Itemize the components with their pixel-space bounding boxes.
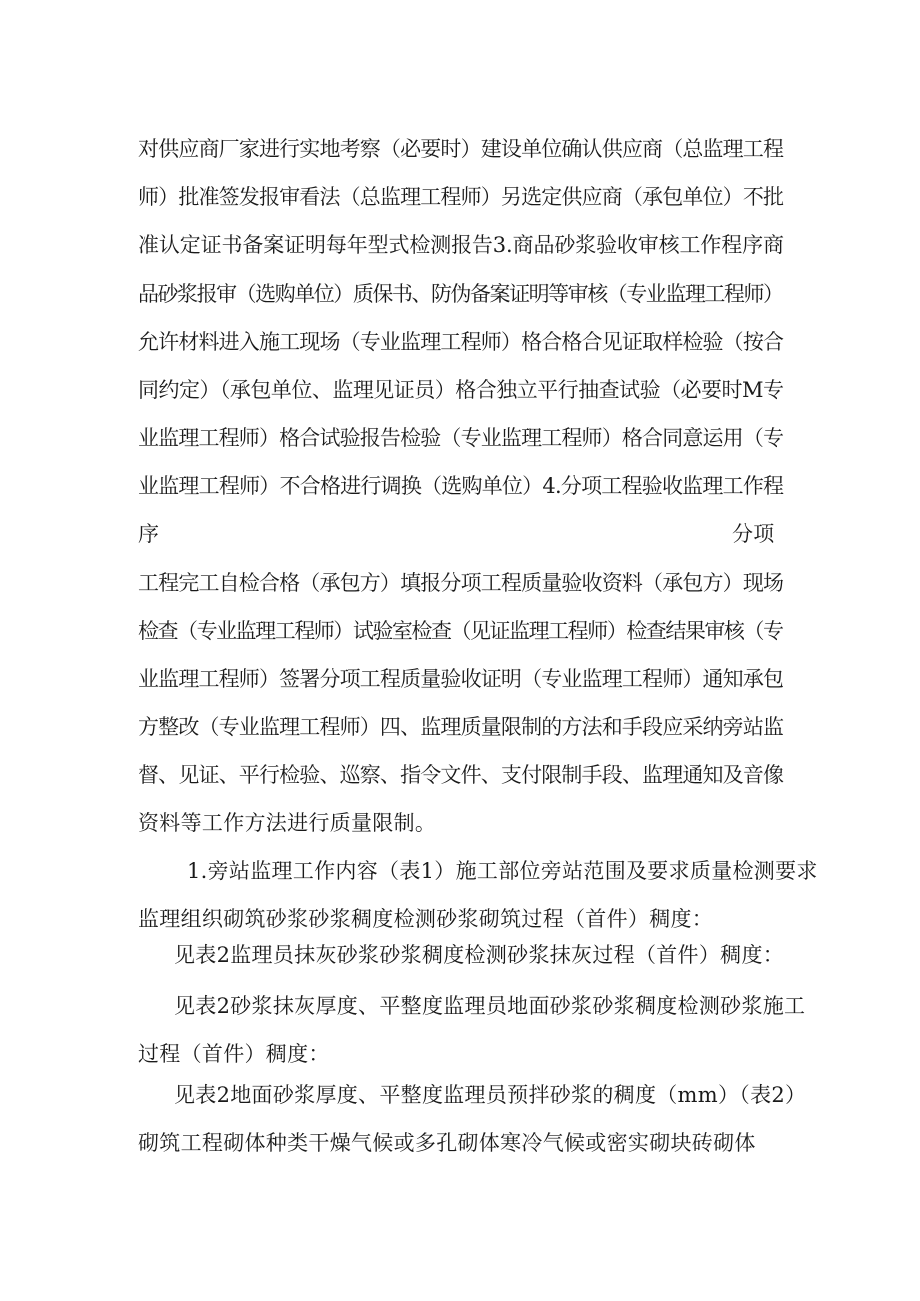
text-line: 检查（专业监理工程师）试验室检查（见证监理工程师）检查结果审核（专 (138, 619, 783, 643)
text-line: 业监理工程师）格合试验报告检验（专业监理工程师）格合同意运用（专 (138, 426, 784, 450)
text-line: 1.旁站监理工作内容（表1）施工部位旁站范围及要求质量检测要求 (187, 859, 818, 883)
text-line: 见表2监理员抹灰砂浆砂浆稠度检测砂浆抹灰过程（首件）稠度： (174, 943, 785, 967)
text-line: 师）批准签发报审看法（总监理工程师）另选定供应商（承包单位）不批 (138, 185, 784, 209)
text-line: 监理组织砌筑砂浆砂浆稠度检测砂浆砌筑过程（首件）稠度： (138, 907, 714, 931)
text-line: 同约定）（承包单位、监理见证员）格合独立平行抽查试验（必要时M专 (138, 378, 784, 402)
text-line: 对供应商厂家进行实地考察（必要时）建设单位确认供应商（总监理工程 (138, 137, 784, 161)
text-line: 品砂浆报审（选购单位）质保书、防伪备案证明等审核（专业监理工程师） (138, 282, 783, 306)
text-line: 督、见证、平行检验、巡察、指令文件、支付限制手段、监理通知及音像 (138, 763, 784, 787)
text-line-split-left: 序 (138, 522, 160, 546)
text-line: 砌筑工程砌体种类干燥气候或多孔砌体寒冷气候或密实砌块砖砌体 (138, 1131, 756, 1155)
text-line: 过程（首件）稠度： (138, 1042, 330, 1066)
text-line: 业监理工程师）签署分项工程质量验收证明（专业监理工程师）通知承包 (138, 667, 784, 691)
text-line: 见表2地面砂浆厚度、平整度监理员预拌砂浆的稠度（mm）（表2） (174, 1083, 807, 1107)
text-line: 资料等工作方法进行质量限制。 (138, 811, 437, 835)
text-line: 允许材料进入施工现场（专业监理工程师）格合格合见证取样检验（按合 (138, 330, 784, 354)
text-line: 工程完工自检合格（承包方）填报分项工程质量验收资料（承包方）现场 (138, 571, 784, 595)
text-line: 准认定证书备案证明每年型式检测报告3.商品砂浆验收审核工作程序商 (138, 233, 784, 257)
text-line: 方整改（专业监理工程师）四、监理质量限制的方法和手段应采纳旁站监 (138, 715, 784, 739)
text-line: 业监理工程师）不合格进行调换（选购单位）4.分项工程验收监理工作程 (138, 474, 784, 498)
text-line: 见表2砂浆抹灰厚度、平整度监理员地面砂浆砂浆稠度检测砂浆施工 (174, 994, 806, 1018)
text-line-split-right: 分项 (732, 522, 775, 546)
